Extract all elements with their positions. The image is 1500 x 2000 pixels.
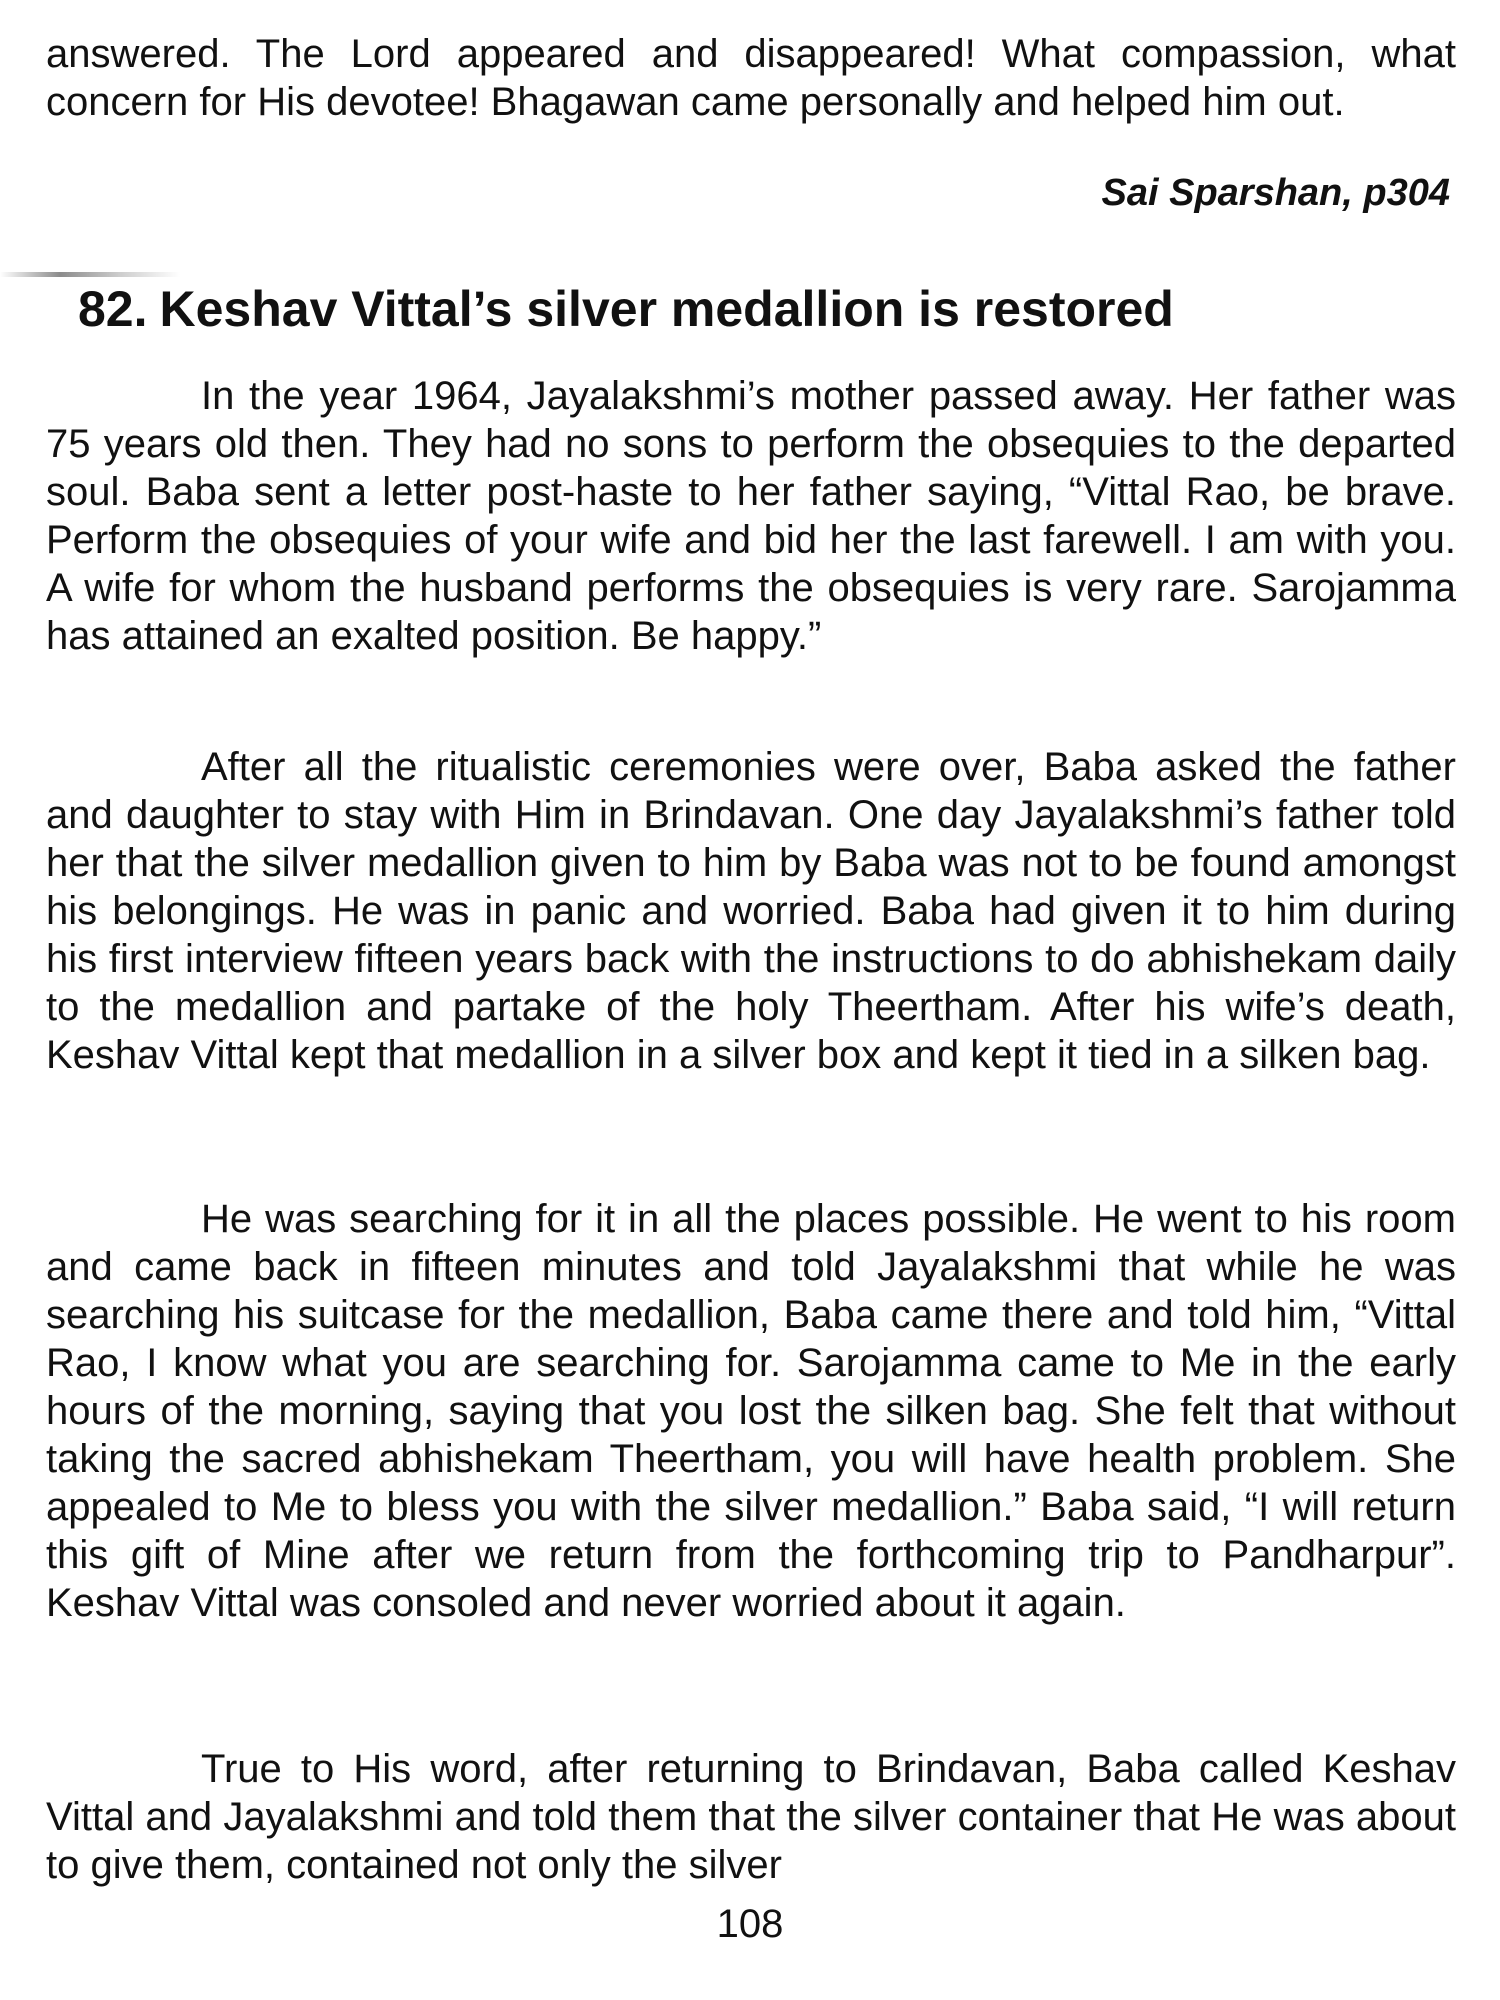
- story-number: 82.: [78, 281, 148, 337]
- section-divider: [0, 272, 180, 277]
- page-number: 108: [716, 1902, 784, 1946]
- story-paragraph: After all the ritualistic ceremonies were over, Baba asked the father and daughter to stay with Him in Brindavan. One day Jayalakshmi’s father told her that the silver medallion given to him by Baba was not to be found amongst his belongings. He was in panic and worried. Baba had given it to him during his first interview fifteen years back with the instructions to do abhishekam daily to the medallion and partake of the holy Theertham. After his wife’s death, Keshav Vittal kept that medallion in a silver box and kept it tied in a silken bag.: [46, 745, 1456, 1077]
- story-paragraph: True to His word, after returning to Brindavan, Baba called Keshav Vittal and Jayalakshmi and told them that the silver container that He was about to give them, contained not only the silver: [46, 1747, 1456, 1887]
- story-heading: [78, 280, 1418, 338]
- story-paragraph: He was searching for it in all the places possible. He went to his room and came back in fifteen minutes and told Jayalakshmi that while he was searching his suitcase for the medallion, Baba came there and told him, “Vittal Rao, I know what you are searching for. Sarojamma came to Me in the early hours of the morning, saying that you lost the silken bag. She felt that without taking the sacred abhishekam Theertham, you will have health problem. She appealed to Me to bless you with the silver medallion.” Baba said, “I will return this gift of Mine after we return from the forthcoming trip to Pandharpur”. Keshav Vittal was consoled and never worried about it again.: [46, 1197, 1456, 1625]
- citation: Sai Sparshan, p304: [1101, 172, 1450, 214]
- story-paragraph: In the year 1964, Jayalakshmi’s mother passed away. Her father was 75 years old then. They had no sons to perform the obsequies to the departed soul. Baba sent a letter post-haste to her father saying, “Vittal Rao, be brave. Perform the obsequies of your wife and bid her the last farewell. I am with you. A wife for whom the husband performs the obsequies is very rare. Sarojamma has attained an exalted position. Be happy.”: [46, 374, 1456, 658]
- story-title: Keshav Vittal’s silver medallion is restored: [159, 281, 1174, 337]
- intro-paragraph: answered. The Lord appeared and disappeared! What compassion, what concern for His devotee! Bhagawan came personally and helped him out.: [46, 32, 1456, 124]
